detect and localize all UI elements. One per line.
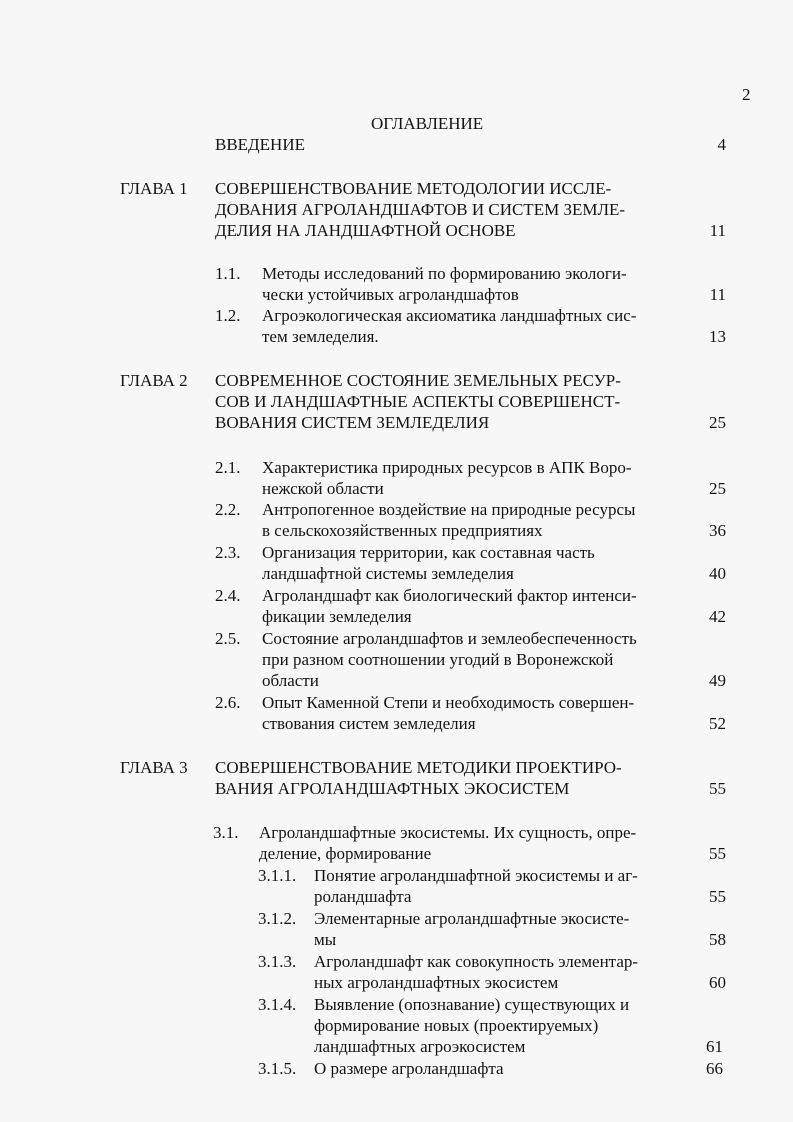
section-number: 1.2. xyxy=(215,306,241,325)
chapter-title-line: ВОВАНИЯ СИСТЕМ ЗЕМЛЕДЕЛИЯ xyxy=(215,413,490,432)
section-page: 49 xyxy=(709,671,726,690)
section-page: 55 xyxy=(709,844,726,863)
section-title-line: ландшафтной системы земледелия xyxy=(262,564,514,583)
subsection-page: 58 xyxy=(709,930,726,949)
section-page: 36 xyxy=(709,521,726,540)
chapter-title-line: СОВРЕМЕННОЕ СОСТОЯНИЕ ЗЕМЕЛЬНЫХ РЕСУР- xyxy=(215,371,621,390)
section-title-line: фикации земледелия xyxy=(262,607,412,626)
section-title-line: деление, формирование xyxy=(259,844,432,863)
section-page: 11 xyxy=(709,285,726,304)
section-page: 13 xyxy=(709,327,726,346)
subsection-number: 3.1.4. xyxy=(258,995,297,1014)
subsection-title-line: О размере агроландшафта xyxy=(314,1059,504,1078)
section-title-line: тем земледелия. xyxy=(262,327,379,346)
section-number: 1.1. xyxy=(215,264,241,283)
subsection-number: 3.1.3. xyxy=(258,952,297,971)
chapter-title-line: ДОВАНИЯ АГРОЛАНДШАФТОВ И СИСТЕМ ЗЕМЛЕ- xyxy=(215,200,626,219)
subsection-title-line: Выявление (опознавание) существующих и xyxy=(314,995,630,1014)
chapter-title-line: СОВ И ЛАНДШАФТНЫЕ АСПЕКТЫ СОВЕРШЕНСТ- xyxy=(215,392,621,411)
section-title-line: при разном соотношении угодий в Воронежской xyxy=(262,650,614,669)
chapter-page: 25 xyxy=(709,413,726,432)
subsection-title-line: формирование новых (проектируемых) xyxy=(314,1016,599,1035)
section-title-line: Агроландшафт как биологический фактор интенси- xyxy=(262,586,637,605)
subsection-title-line: мы xyxy=(314,930,337,949)
section-title-line: ствования систем земледелия xyxy=(262,714,476,733)
subsection-page: 55 xyxy=(709,887,726,906)
section-title-line: Опыт Каменной Степи и необходимость совершен- xyxy=(262,693,635,712)
section-page: 42 xyxy=(709,607,726,626)
section-title-line: чески устойчивых агроландшафтов xyxy=(262,285,519,304)
subsection-title-line: Понятие агроландшафтной экосистемы и аг- xyxy=(314,866,638,885)
section-title-line: Антропогенное воздействие на природные ресурсы xyxy=(262,500,636,519)
chapter-title-line: ДЕЛИЯ НА ЛАНДШАФТНОЙ ОСНОВЕ xyxy=(215,221,516,240)
subsection-title-line: Элементарные агроландшафтные экосисте- xyxy=(314,909,630,928)
section-number: 2.1. xyxy=(215,458,241,477)
toc-title: ОГЛАВЛЕНИЕ xyxy=(371,114,484,133)
chapter-page: 55 xyxy=(709,779,726,798)
section-number: 2.3. xyxy=(215,543,241,562)
subsection-title-line: роландшафта xyxy=(314,887,412,906)
subsection-title-line: Агроландшафт как совокупность элементар- xyxy=(314,952,639,971)
subsection-page: 60 xyxy=(709,973,726,992)
page-number: 2 xyxy=(742,85,751,104)
subsection-number: 3.1.5. xyxy=(258,1059,297,1078)
subsection-number: 3.1.1. xyxy=(258,866,297,885)
section-title-line: нежской области xyxy=(262,479,384,498)
subsection-title-line: ландшафтных агроэкосистем xyxy=(314,1037,526,1056)
subsection-title-line: ных агроландшафтных экосистем xyxy=(314,973,559,992)
section-number: 3.1. xyxy=(213,823,239,842)
section-page: 25 xyxy=(709,479,726,498)
section-title-line: Агроландшафтные экосистемы. Их сущность, опре- xyxy=(259,823,637,842)
subsection-number: 3.1.2. xyxy=(258,909,297,928)
section-title-line: Агроэкологическая аксиоматика ландшафтных сис- xyxy=(262,306,637,325)
chapter-label: ГЛАВА 2 xyxy=(120,371,188,390)
section-title-line: Состояние агроландшафтов и землеобеспеченность xyxy=(262,629,637,648)
section-page: 40 xyxy=(709,564,726,583)
section-page: 52 xyxy=(709,714,726,733)
section-title-line: области xyxy=(262,671,319,690)
toc-intro-label: ВВЕДЕНИЕ xyxy=(215,135,305,154)
section-number: 2.2. xyxy=(215,500,241,519)
chapter-title-line: СОВЕРШЕНСТВОВАНИЕ МЕТОДОЛОГИИ ИССЛЕ- xyxy=(215,179,612,198)
section-title-line: в сельскохозяйственных предприятиях xyxy=(262,521,543,540)
section-number: 2.6. xyxy=(215,693,241,712)
chapter-title-line: СОВЕРШЕНСТВОВАНИЕ МЕТОДИКИ ПРОЕКТИРО- xyxy=(215,758,622,777)
subsection-page: 61 xyxy=(706,1037,723,1056)
section-number: 2.4. xyxy=(215,586,241,605)
section-title-line: Характеристика природных ресурсов в АПК Воро- xyxy=(262,458,632,477)
section-number: 2.5. xyxy=(215,629,241,648)
chapter-label: ГЛАВА 3 xyxy=(120,758,188,777)
subsection-page: 66 xyxy=(706,1059,723,1078)
chapter-title-line: ВАНИЯ АГРОЛАНДШАФТНЫХ ЭКОСИСТЕМ xyxy=(215,779,570,798)
section-title-line: Методы исследований по формированию экологи- xyxy=(262,264,627,283)
chapter-page: 11 xyxy=(709,221,726,240)
chapter-label: ГЛАВА 1 xyxy=(120,179,188,198)
toc-intro-page: 4 xyxy=(717,135,726,154)
section-title-line: Организация территории, как составная часть xyxy=(262,543,595,562)
